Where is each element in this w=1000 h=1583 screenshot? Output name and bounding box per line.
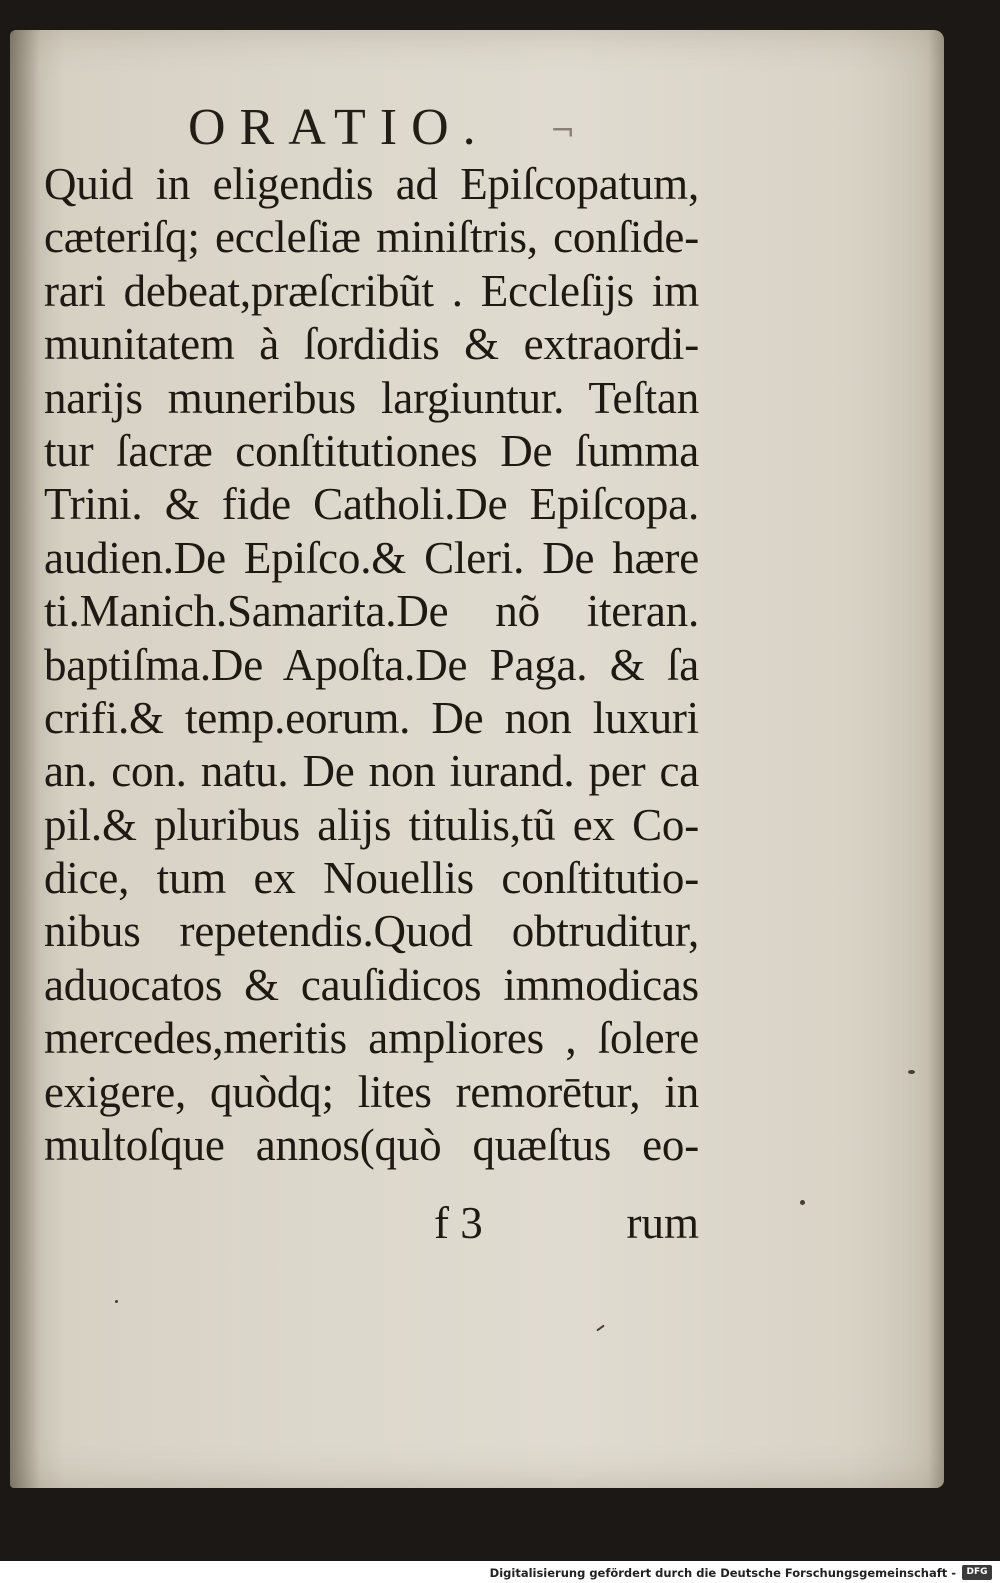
paper-speck — [800, 1200, 805, 1205]
paper-speck — [908, 1070, 915, 1074]
text-line: audien.De Epiſco.& Cleri. De hære — [44, 532, 699, 583]
text-line: crifi.& temp.eorum. De non luxuri — [44, 692, 699, 743]
signature-mark: f 3 — [434, 1198, 483, 1248]
text-line: aduocatos & cauſidicos immodicas — [44, 959, 699, 1010]
funding-notice: Digitalisierung gefördert durch die Deutsche Forschungsgemeinschaft - — [489, 1566, 956, 1580]
header-mark: ¬ — [550, 114, 576, 149]
text-line: nibus repetendis.Quod obtruditur, — [44, 906, 699, 957]
text-line: Trini. & fide Catholi.De Epiſcopa. — [44, 479, 699, 530]
catchline — [44, 1197, 699, 1250]
text-line: an. con. natu. De non iurand. per ca — [44, 746, 699, 797]
text-line: pil.& pluribus alijs titulis,tũ ex Co- — [44, 799, 699, 850]
text-line: exigere, quòdq; lites remorētur, in — [44, 1066, 699, 1117]
text-line: rari debeat,præſcribũt . Eccleſijs im — [44, 265, 699, 316]
text-line: dice, tum ex Nouellis conſtitutio- — [44, 853, 699, 904]
body-text — [44, 158, 699, 1172]
text-line: narijs muneribus largiuntur. Teſtan — [44, 372, 699, 423]
text-line: mercedes,meritis ampliores , ſolere — [44, 1013, 699, 1064]
paper-speck — [115, 1300, 118, 1303]
footer-bar — [0, 1561, 1000, 1583]
text-line: Quid in eligendis ad Epiſcopatum, — [44, 159, 699, 209]
text-line: cæteriſq; eccleſiæ miniſtris, conſide- — [44, 212, 699, 263]
text-line: munitatem à ſordidis & extraordi- — [44, 319, 699, 370]
text-line: baptiſma.De Apoſta.De Paga. & ſa — [44, 639, 699, 690]
catchword: rum — [626, 1198, 699, 1248]
text-line: tur ſacræ conſtitutiones De ſumma — [44, 425, 699, 476]
book-page — [10, 30, 944, 1488]
dfg-logo-icon: DFG — [962, 1565, 992, 1580]
text-line: multoſque annos(quò quæſtus eo- — [44, 1120, 699, 1171]
gutter-shadow — [10, 30, 40, 1488]
paper-speck — [596, 1325, 605, 1332]
running-header: ORATIO. — [188, 99, 490, 156]
text-line: ti.Manich.Samarita.De nõ iteran. — [44, 586, 699, 637]
page-edge — [928, 30, 944, 1488]
